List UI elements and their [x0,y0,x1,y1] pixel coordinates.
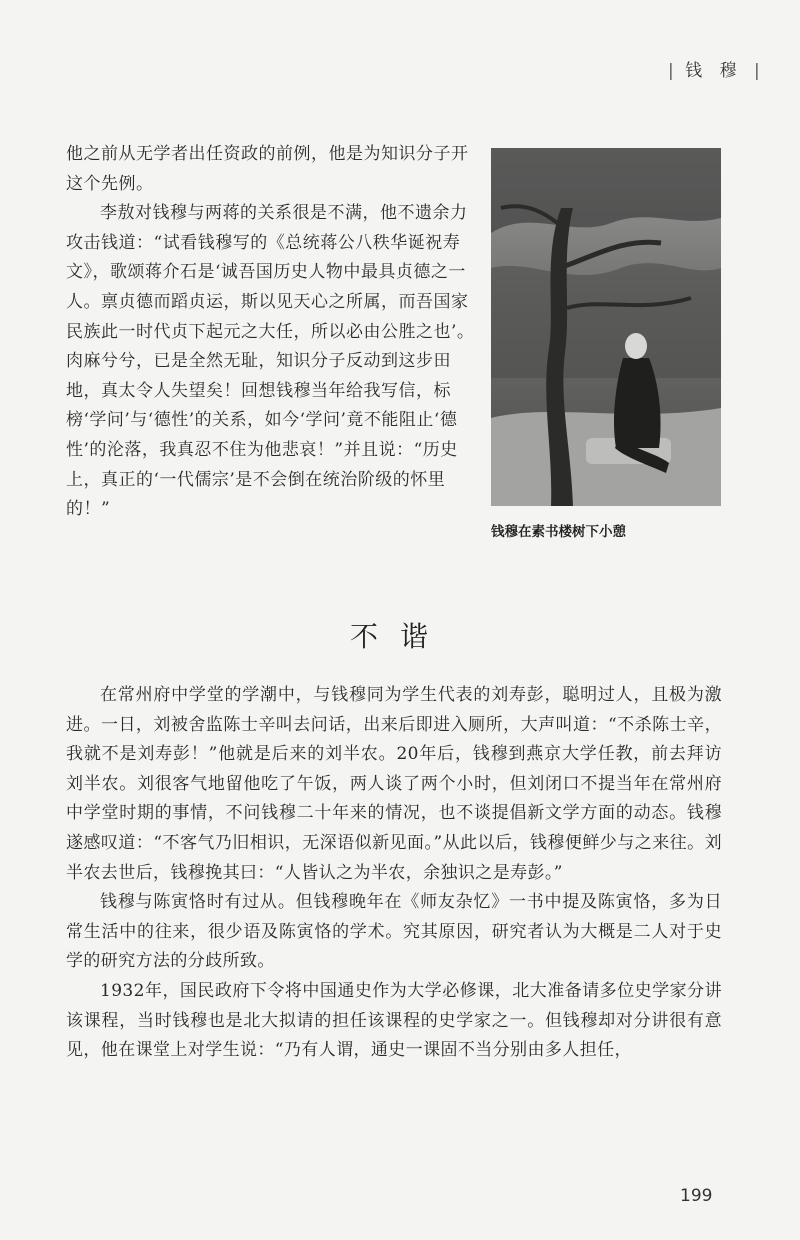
photo-illustration [491,148,721,506]
body-text-column [66,681,722,1066]
paragraph-chen-yinke: 钱穆与陈寅恪时有过从。但钱穆晚年在《师友杂忆》一书中提及陈寅恪，多为日常生活中的往来，很少语及陈寅恪的学术。究其原因，研究者认为大概是二人对于史学的研究方法的分歧所致。 [66,892,722,972]
paragraph-1932: 1932年，国民政府下令将中国通史作为大学必修课，北大准备请多位史学家分讲该课程，当时钱穆也是北大拟请的担任该课程的史学家之一。但钱穆却对分讲很有意见，他在课堂上对学生说：“乃有人谓，通史一课固不当分别由多人担任， [66,980,722,1061]
top-text-column [66,140,478,525]
section-title: 不谐 [349,620,450,653]
running-head-right-bar: | [753,61,760,81]
running-head-left-bar: | [668,61,674,81]
running-head [668,56,760,81]
page-number: 199 [680,1186,713,1206]
photo-caption: 钱穆在素书楼树下小憩 [491,524,626,540]
paragraph-liu-shoupeng: 在常州府中学堂的学潮中，与钱穆同为学生代表的刘寿彭，聪明过人，且极为激进。一日，刘被舍监陈士辛叫去问话，出来后即进入厕所，大声叫道：“不杀陈士辛，我就不是刘寿彭！”他就是后来的刘半农。20年后，钱穆到燕京大学任教，前去拜访刘半农。刘很客气地留他吃了午饭，两人谈了两个小时，但刘闭口不提当年在常州府中学堂时期的事情，不问钱穆二十年来的情况，也不谈提倡新文学方面的动态。钱穆遂感叹道：“不客气乃旧相识，无深语似新见面。”从此以后，钱穆便鲜少与之来往。刘半农去世后，钱穆挽其曰：“人皆认之为半农，余独识之是寿彭。” [66,685,722,883]
paragraph-continuation: 他之前从无学者出任资政的前例，他是为知识分子开这个先例。 [66,144,469,194]
paragraph-li-ao: 李敖对钱穆与两蒋的关系很是不满，他不遗余力攻击钱道：“试看钱穆写的《总统蒋公八秩华诞祝寿文》，歌颂蒋介石是‘诚吾国历史人物中最具贞德之一人。禀贞德而蹈贞运，斯以见天心之所属，而吾国家民族此一时代贞下起元之大任，所以必由公胜之也’。肉麻兮兮，已是全然无耻，知识分子反动到这步田地，真太令人失望矣！回想钱穆当年给我写信，标榜‘学问’与‘德性’的关系，如今‘学问’竟不能阻止‘德性’的沦落，我真忍不住为他悲哀！”并且说：“历史上，真正的‘一代儒宗’是不会倒在统治阶级的怀里的！” [66,203,475,520]
photo-qian-mu-under-tree [491,148,721,506]
running-head-title: 钱 穆 [685,61,743,81]
